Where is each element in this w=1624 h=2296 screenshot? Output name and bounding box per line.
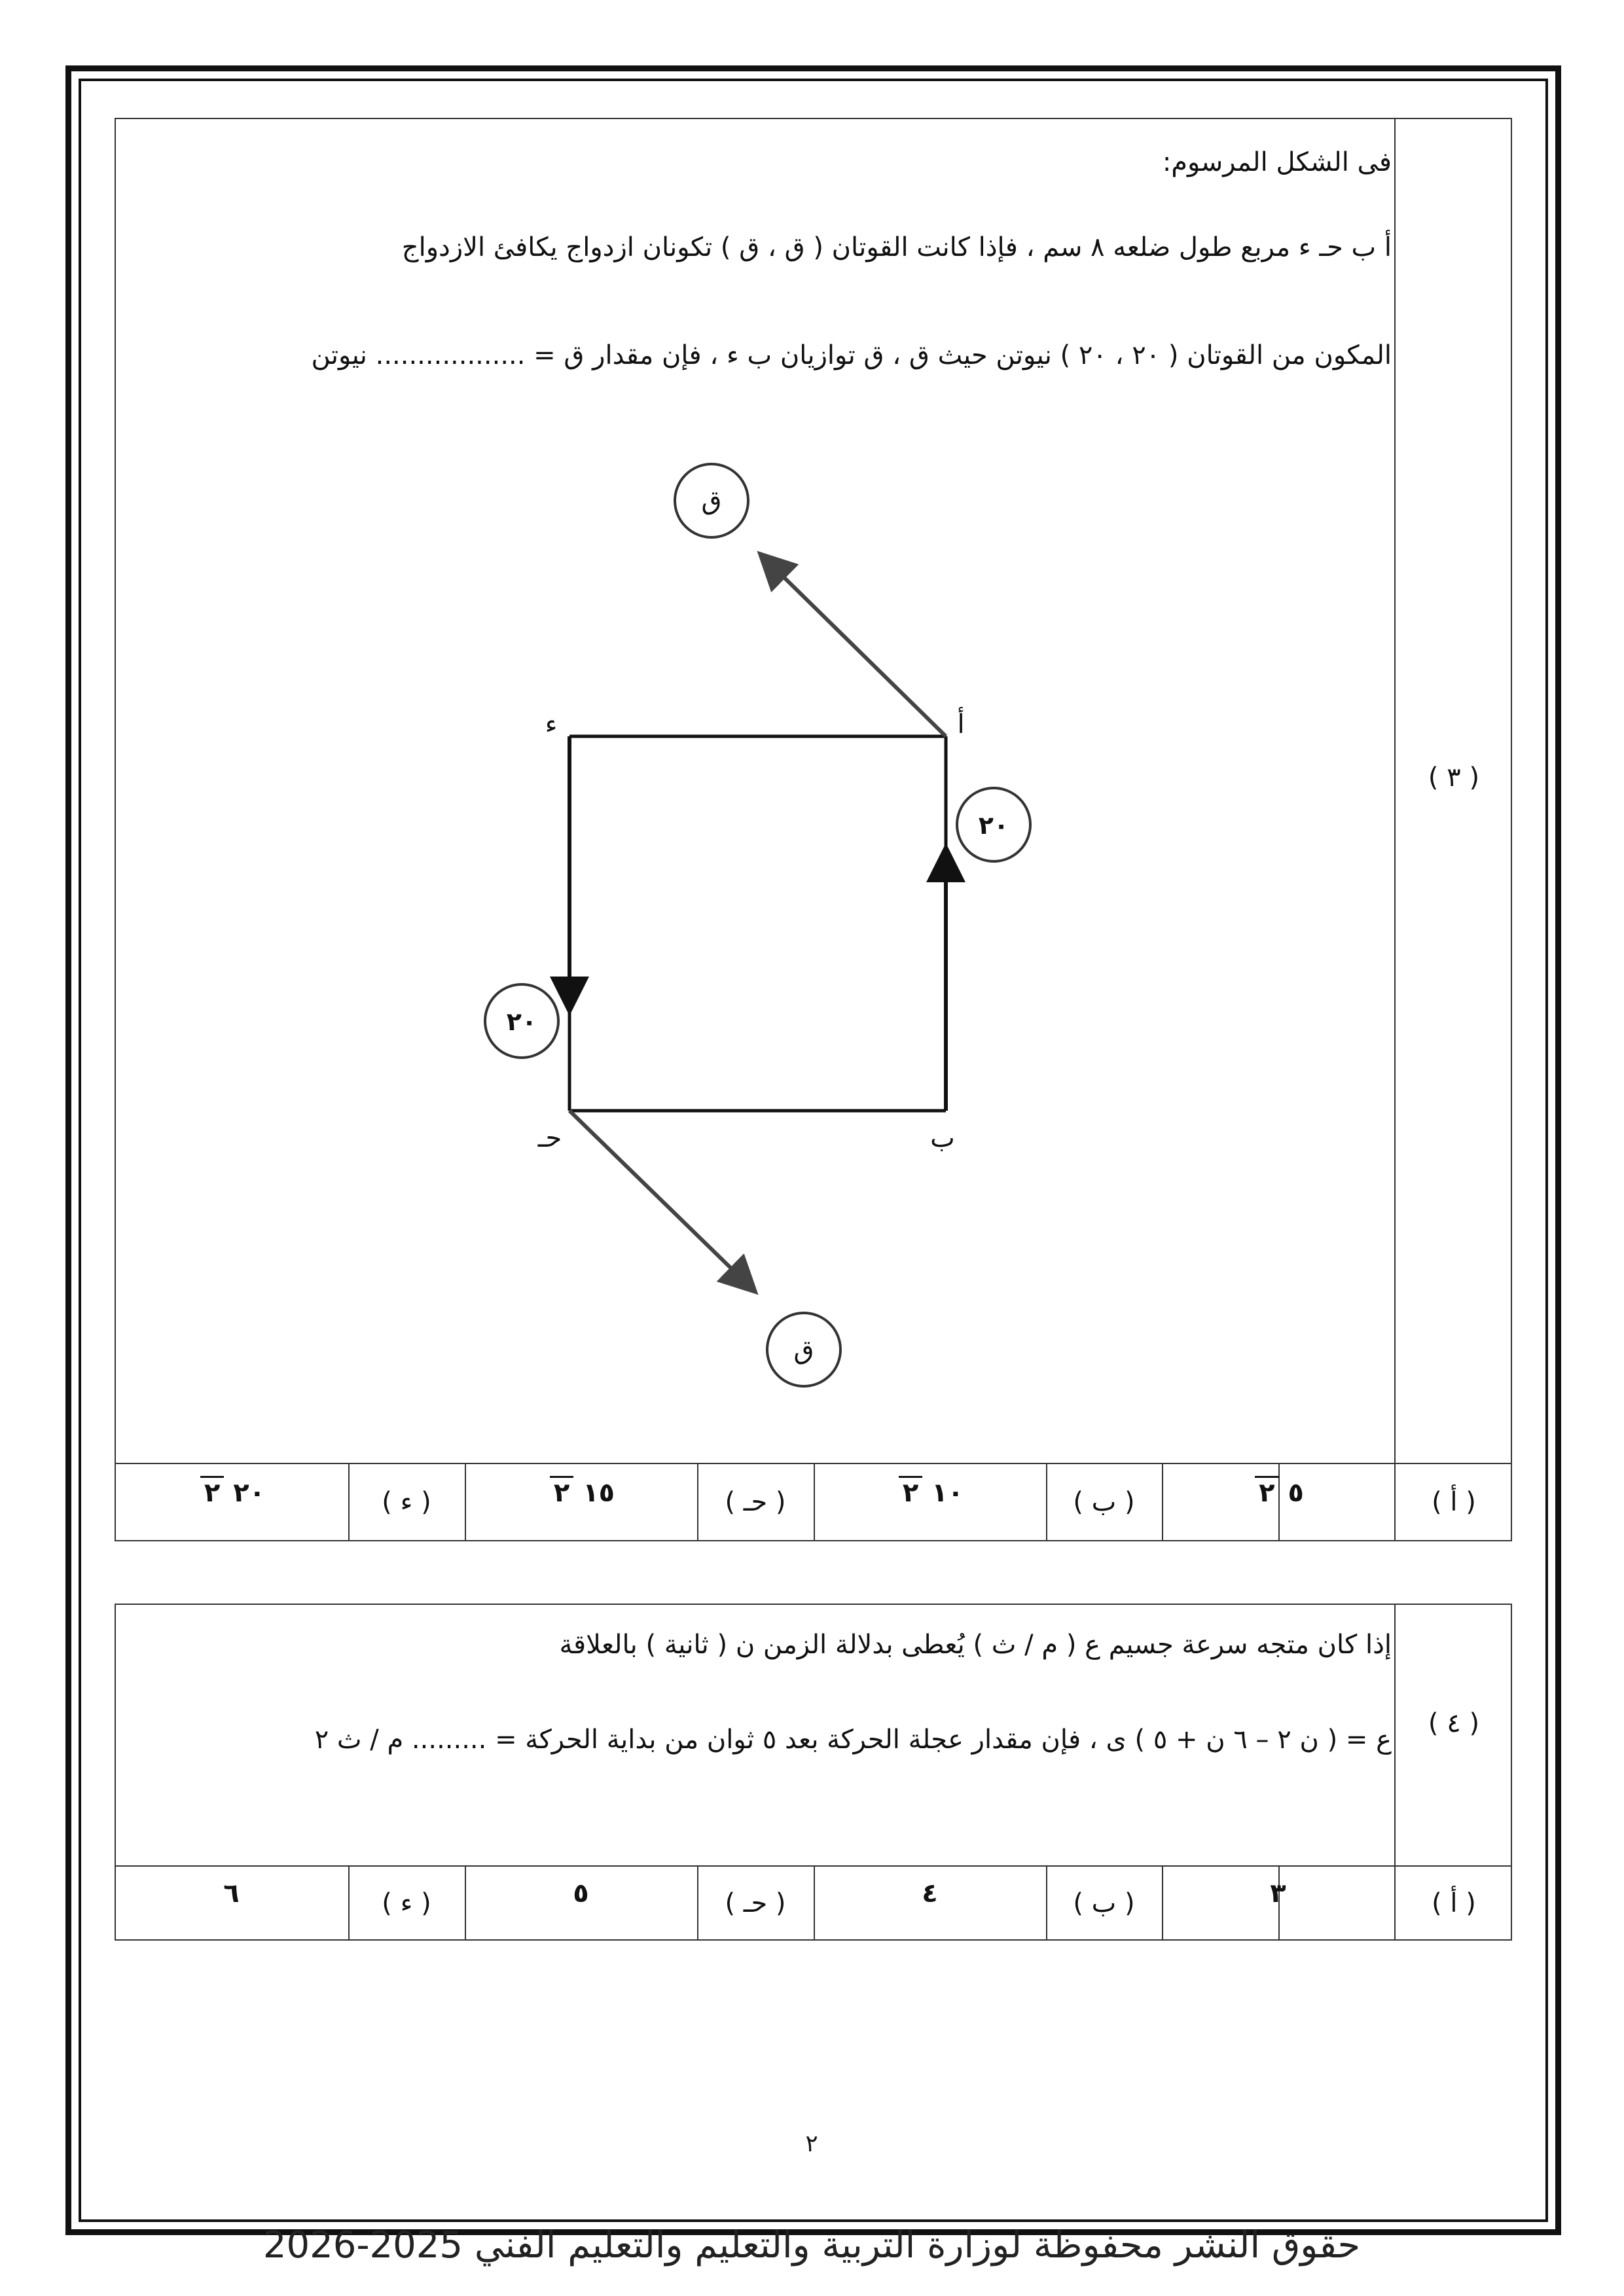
force-bottom-arrow: [569, 1111, 753, 1289]
question-3-number-divider: [1394, 118, 1396, 1541]
vertex-c-label: حـ: [537, 1123, 562, 1153]
q4-choice-a-value[interactable]: ٣: [1270, 1878, 1286, 1909]
q4-choice-b-value[interactable]: ٤: [922, 1878, 938, 1909]
q3-choice-b-number: ١٠: [931, 1478, 964, 1508]
question-3-number: ( ٣ ): [1428, 762, 1480, 793]
vertex-b-label: ب: [930, 1123, 955, 1153]
q3-choice-a-value[interactable]: [1162, 1476, 1394, 1508]
vertex-a-label: أ: [957, 709, 965, 740]
force-left-label: ٢٠: [506, 1007, 537, 1036]
q3-choice-d-number: ٢٠: [233, 1478, 266, 1508]
square-forces-diagram: [445, 445, 1100, 1427]
question-4-line-1: إذا كان متجه سرعة جسيم ع ( م / ث ) يُعطى بدلالة الزمن ن ( ثانية ) بالعلاقة: [559, 1630, 1392, 1660]
question-3-line-1: أ ب حـ ء مربع طول ضلعه ٨ سم ، فإذا كانت القوتان ( ق ، ق ) تكونان ازدواج يكافئ الازدواج: [401, 232, 1392, 262]
question-4-line-2: ع = ( ن ٢ – ٦ ن + ٥ ) ى ، فإن مقدار عجلة الحركة بعد ٥ ثوان من بداية الحركة = ......... م / ث ٢: [314, 1725, 1392, 1755]
q3-choice-a-letter[interactable]: ( أ ): [1432, 1487, 1476, 1517]
force-top-arrow: [763, 556, 946, 736]
vertex-d-label: ء: [545, 709, 558, 740]
q3-choice-c-value[interactable]: [465, 1476, 697, 1508]
q3-choice-c-radical: ٢: [550, 1476, 573, 1508]
question-3-intro: فى الشكل المرسوم:: [1162, 147, 1392, 177]
q4-choice-c-value[interactable]: ٥: [573, 1878, 589, 1909]
q4-choice-b-letter[interactable]: ( ب ): [1073, 1888, 1135, 1918]
q3-choice-a-number: ٥: [1288, 1478, 1304, 1508]
question-4-number: ( ٤ ): [1428, 1708, 1480, 1738]
q3-choice-b-letter[interactable]: ( ب ): [1073, 1487, 1135, 1517]
force-right-label: ٢٠: [978, 811, 1009, 840]
q4-choice-d-value[interactable]: ٦: [223, 1878, 240, 1909]
force-top-label: ق: [701, 486, 722, 516]
q4-choice-a-letter[interactable]: ( أ ): [1432, 1888, 1476, 1918]
q3-choice-a-radical: ٢: [1255, 1476, 1278, 1508]
q4-choice-d-letter[interactable]: ( ء ): [382, 1888, 431, 1918]
force-bottom-label: ق: [793, 1335, 814, 1365]
q3-choice-b-value[interactable]: [814, 1476, 1046, 1508]
page-number: ٢: [805, 2130, 818, 2157]
q3-choice-c-letter[interactable]: ( حـ ): [725, 1487, 786, 1517]
copyright-footer: حقوق النشر محفوظة لوزارة التربية والتعليم والتعليم الفني 2025-2026: [262, 2224, 1361, 2267]
q3-choice-b-radical: ٢: [899, 1476, 922, 1508]
q3-choice-d-radical: ٢: [200, 1476, 224, 1508]
question-3-line-2: المكون من القوتان ( ٢٠ ، ٢٠ ) نيوتن حيث ق ، ق توازيان ب ء ، فإن مقدار ق = .................. نيوتن: [311, 340, 1392, 370]
q3-choice-d-letter[interactable]: ( ء ): [382, 1487, 431, 1517]
q3-choice-c-number: ١٥: [583, 1478, 615, 1508]
q3-choice-d-value[interactable]: [115, 1476, 348, 1508]
q4-choice-c-letter[interactable]: ( حـ ): [725, 1888, 786, 1918]
